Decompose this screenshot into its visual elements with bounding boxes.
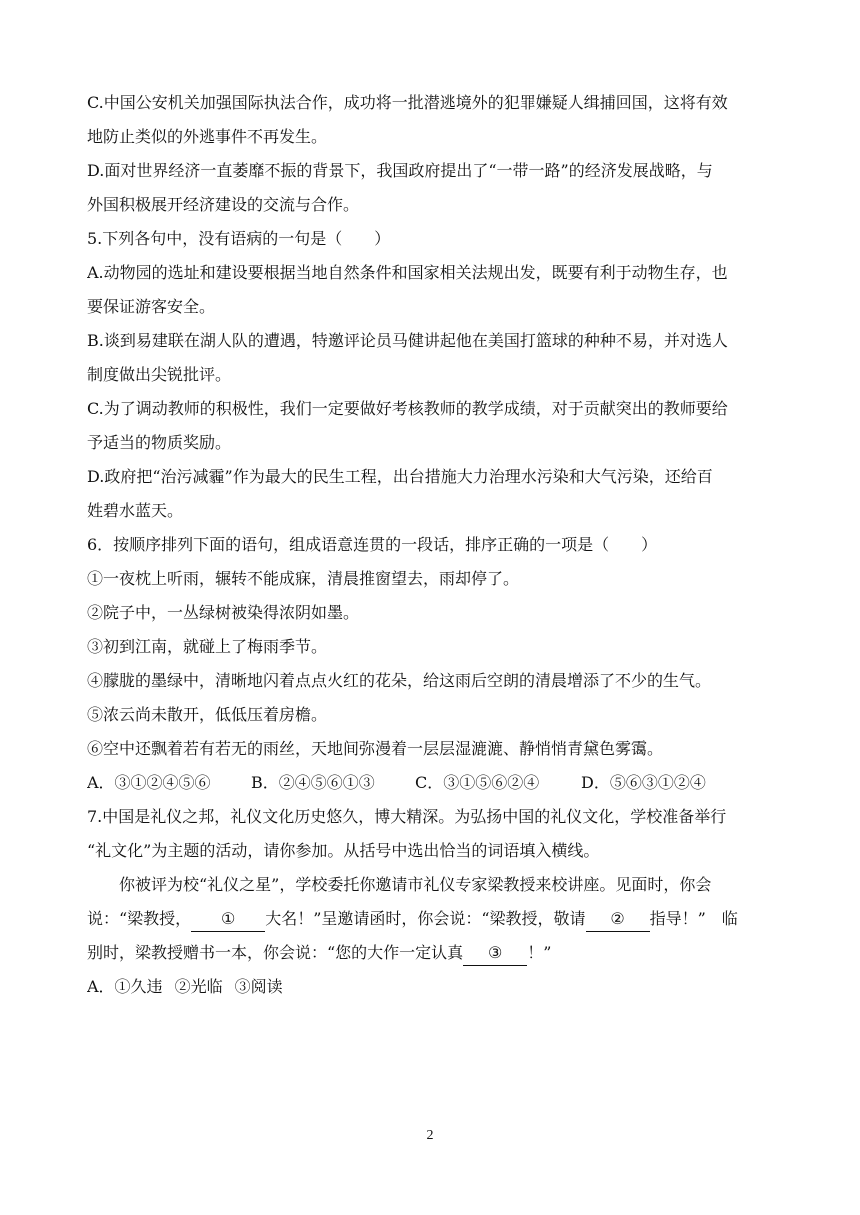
q7-text-segment: 大名！”呈邀请函时，你会说：“梁教授，敬请	[265, 909, 586, 928]
q7-option-a	[87, 970, 777, 1004]
q7-text-segment: 指导！” 临	[649, 909, 738, 928]
q5-option-a-line-2: 要保证游客安全。	[87, 297, 216, 316]
q7-stem-line-2: “礼文化”为主题的活动，请你参加。从括号中选出恰当的词语填入横线。	[87, 841, 600, 860]
q5-option-c-line-2: 予适当的物质奖励。	[87, 433, 232, 452]
q7-option-a-part-3: ③阅读	[234, 977, 283, 996]
q5-option-d-line-2: 姓碧水蓝天。	[87, 501, 184, 520]
q4-option-c-line-2: 地防止类似的外逃事件不再发生。	[87, 127, 328, 146]
page-number: 2	[426, 1128, 434, 1143]
q7-text-segment: 别时，梁教授赠书一本，你会说：“您的大作一定认真	[87, 943, 464, 962]
q7-option-a-part-1: A．①久违	[87, 977, 163, 996]
q6-sentence-3: ③初到江南，就碰上了梅雨季节。	[87, 637, 328, 656]
q6-sentence-4: ④朦胧的墨绿中，清晰地闪着点点火红的花朵，给这雨后空朗的清晨增添了不少的生气。	[87, 671, 712, 690]
q4-option-c-line-1: C.中国公安机关加强国际执法合作，成功将一批潜逃境外的犯罪嫌疑人缉捕回国，这将有效	[87, 93, 728, 112]
q5-option-b-line-1: B.谈到易建联在湖人队的遭遇，特邀评论员马健讲起他在美国打篮球的种种不易，并对选人	[87, 331, 728, 350]
q4-option-d-line-2: 外国积极展开经济建设的交流与合作。	[87, 195, 360, 214]
q6-sentence-2: ②院子中，一丛绿树被染得浓阴如墨。	[87, 603, 360, 622]
q6-option-a: A．③①②④⑤⑥	[87, 773, 211, 792]
q5-option-d-line-1: D.政府把“治污减霾”作为最大的民生工程，出台措施大力治理水污染和大气污染，还给百	[87, 467, 713, 486]
q6-sentence-5: ⑤浓云尚未散开，低低压着房檐。	[87, 705, 328, 724]
q6-option-c: C．③①⑤⑥②④	[415, 773, 540, 792]
q7-paragraph-line-2	[87, 902, 777, 936]
blank-1: ①	[191, 907, 265, 932]
q7-paragraph-line-1: 你被评为校“礼仪之星”，学校委托你邀请市礼仪专家梁教授来校讲座。见面时，你会	[119, 875, 712, 894]
q6-option-b: B．②④⑤⑥①③	[251, 773, 375, 792]
q5-option-c-line-1: C.为了调动教师的积极性，我们一定要做好考核教师的教学成绩，对于贡献突出的教师要给	[87, 399, 728, 418]
blank-3: ③	[463, 941, 527, 966]
q7-text-segment: ！”	[527, 943, 552, 962]
q4-option-d-line-1: D.面对世界经济一直萎靡不振的背景下，我国政府提出了“一带一路”的经济发展战略，与	[87, 161, 713, 180]
q6-sentence-1: ①一夜枕上听雨，辗转不能成寐，清晨推窗望去，雨却停了。	[87, 569, 520, 588]
q6-stem: 6．按顺序排列下面的语句，组成语意连贯的一段话，排序正确的一项是（ ）	[87, 535, 658, 554]
q5-option-a-line-1: A.动物园的选址和建设要根据当地自然条件和国家相关法规出发，既要有利于动物生存，也	[87, 263, 728, 282]
q6-options	[87, 766, 777, 800]
q5-stem: 5.下列各句中，没有语病的一句是（ ）	[87, 229, 391, 248]
page-content	[87, 86, 777, 1004]
q6-sentence-6: ⑥空中还飘着若有若无的雨丝，天地间弥漫着一层层湿漉漉、静悄悄青黛色雾霭。	[87, 739, 664, 758]
blank-2: ②	[586, 907, 650, 932]
q7-text-segment: 说：“梁教授，	[87, 909, 192, 928]
q7-stem-line-1: 7.中国是礼仪之邦，礼仪文化历史悠久，博大精深。为弘扬中国的礼仪文化，学校准备举行	[87, 807, 727, 826]
q5-option-b-line-2: 制度做出尖锐批评。	[87, 365, 232, 384]
q6-option-d: D．⑤⑥③①②④	[581, 773, 706, 792]
q7-option-a-part-2: ②光临	[174, 977, 223, 996]
q7-paragraph-line-3	[87, 936, 777, 970]
